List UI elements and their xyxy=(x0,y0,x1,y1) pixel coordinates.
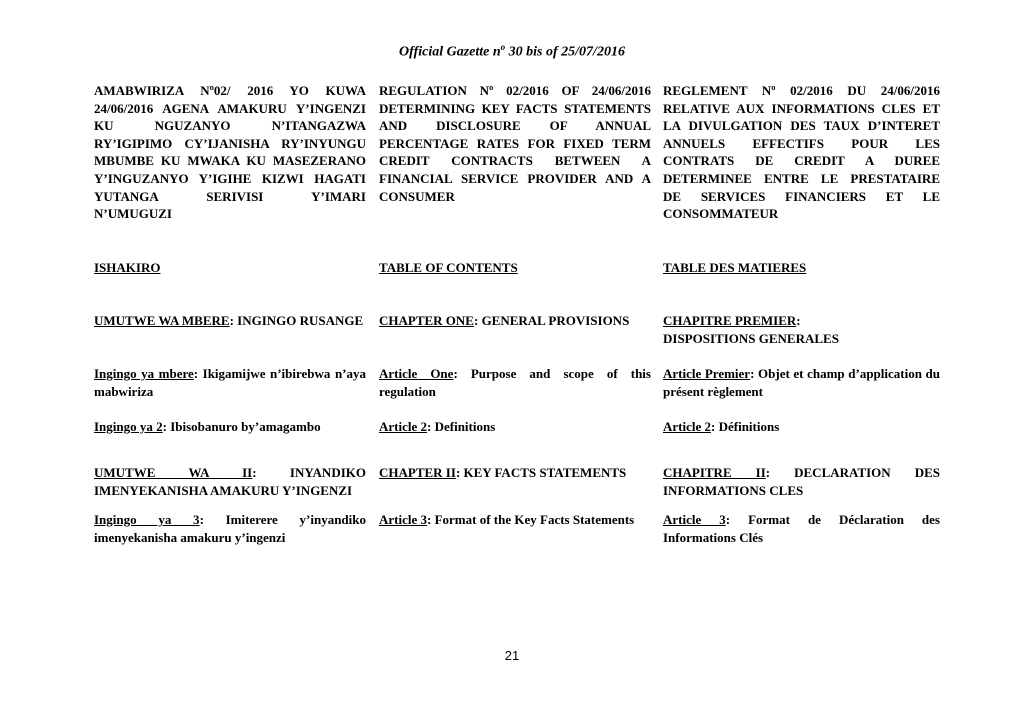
title-line: N’UMUGUZI xyxy=(94,206,172,222)
article-two-label: Article 2 xyxy=(379,419,428,434)
title-french xyxy=(663,82,940,223)
chapter-two-title: : INYANDIKO IMENYEKANISHA AMAKURU Y’INGENZI xyxy=(94,465,366,498)
chapter-one-heading xyxy=(663,312,839,347)
article-two-label: Article 2 xyxy=(663,419,712,434)
article-one-title: : Purpose and scope of this regulation xyxy=(379,366,651,399)
title-line: MBUMBE KU MWAKA KU MASEZERANO xyxy=(94,153,366,169)
article-two-title: : Ibisobanuro by’amagambo xyxy=(162,419,321,434)
toc-heading: TABLE OF CONTENTS xyxy=(379,260,518,275)
chapter-one-title: : GENERAL PROVISIONS xyxy=(473,313,630,328)
article-three-entry xyxy=(379,511,634,529)
article-one-label: Article One xyxy=(379,366,454,381)
chapter-one-heading xyxy=(379,312,629,330)
toc-heading: ISHAKIRO xyxy=(94,260,161,275)
title-line: AND DISCLOSURE OF ANNUAL xyxy=(379,118,651,134)
chapter-one-heading xyxy=(94,312,366,330)
gazette-header-suffix: 30 bis of 25/07/2016 xyxy=(505,44,625,60)
title-line: YUTANGA SERIVISI Y’IMARI xyxy=(94,188,366,204)
article-three-title: : Imiterere y’inyandiko imenyekanisha amakuru y’ingenzi xyxy=(94,512,366,545)
title-line: KU NGUZANYO N’ITANGAZWA xyxy=(94,118,366,134)
chapter-one-colon: : xyxy=(796,313,801,328)
title-line: RY’IGIPIMO CY’IJANISHA RY’INYUNGU xyxy=(94,135,366,151)
title-line: DE SERVICES FINANCIERS ET LE xyxy=(663,188,940,204)
article-three-label: Article 3 xyxy=(663,512,726,527)
title-line: REGLEMENT Nº 02/2016 DU 24/06/2016 xyxy=(663,83,940,98)
article-three-title: : Format de Déclaration des Informations Clés xyxy=(663,512,940,545)
chapter-two-heading xyxy=(94,464,366,499)
chapter-two-label: CHAPTER II xyxy=(379,465,456,480)
toc-heading: TABLE DES MATIERES xyxy=(663,260,807,275)
chapter-two-label: UMUTWE WA II xyxy=(94,465,253,480)
page-number: 21 xyxy=(504,648,520,663)
article-one-label: Ingingo ya mbere xyxy=(94,366,194,381)
title-line: PERCENTAGE RATES FOR FIXED TERM xyxy=(379,135,651,151)
title-line: CONTRATS DE CREDIT A DUREE xyxy=(663,153,940,169)
title-line: DETERMINEE ENTRE LE PRESTATAIRE xyxy=(663,170,940,186)
article-one-label: Article Premier xyxy=(663,366,751,381)
article-two-entry xyxy=(379,418,495,436)
article-three-label: Article 3 xyxy=(379,512,428,527)
article-one-entry xyxy=(94,365,366,400)
title-line: FINANCIAL SERVICE PROVIDER AND A xyxy=(379,170,651,186)
chapter-one-label: UMUTWE WA MBERE xyxy=(94,313,230,328)
title-line: CREDIT CONTRACTS BETWEEN A xyxy=(379,153,651,169)
title-line: CONSOMMATEUR xyxy=(663,206,779,222)
article-two-label: Ingingo ya 2 xyxy=(94,419,163,434)
article-three-title: : Format of the Key Facts Statements xyxy=(427,512,635,527)
title-line: LA DIVULGATION DES TAUX D’INTERET xyxy=(663,118,940,134)
article-one-title: : Objet et champ d’application du présent règlement xyxy=(663,366,941,399)
article-three-entry xyxy=(663,511,940,546)
chapter-two-title: : KEY FACTS STATEMENTS xyxy=(455,465,627,480)
gazette-header-prefix: Official Gazette n xyxy=(399,44,501,60)
gazette-header-sup: o xyxy=(500,42,506,52)
gazette-header xyxy=(0,42,1024,61)
article-one-title: : Ikigamijwe n’ibirebwa n’aya mabwiriza xyxy=(94,366,366,399)
article-two-entry xyxy=(663,418,779,436)
chapter-one-title: : INGINGO RUSANGE xyxy=(229,313,364,328)
article-three-entry xyxy=(94,511,366,546)
chapter-two-heading xyxy=(663,464,940,499)
article-two-entry xyxy=(94,418,321,436)
chapter-one-label: CHAPTER ONE xyxy=(379,313,474,328)
article-one-entry xyxy=(663,365,940,400)
title-line: ANNUELS EFFECTIFS POUR LES xyxy=(663,135,940,151)
article-two-title: : Définitions xyxy=(711,419,780,434)
chapter-one-title: DISPOSITIONS GENERALES xyxy=(663,330,839,346)
article-one-entry xyxy=(379,365,651,400)
title-line: RELATIVE AUX INFORMATIONS CLES ET xyxy=(663,100,940,116)
chapter-two-title: : DECLARATION DES INFORMATIONS CLES xyxy=(663,465,940,498)
title-kinyarwanda xyxy=(94,82,366,223)
chapter-two-label: CHAPITRE II xyxy=(663,465,766,480)
title-line: REGULATION Nº 02/2016 OF 24/06/2016 xyxy=(379,83,651,98)
chapter-one-label: CHAPITRE PREMIER xyxy=(663,313,797,328)
article-two-title: : Definitions xyxy=(427,419,496,434)
chapter-two-heading xyxy=(379,464,626,482)
title-line: CONSUMER xyxy=(379,188,455,204)
article-three-label: Ingingo ya 3 xyxy=(94,512,200,527)
title-english xyxy=(379,82,651,205)
title-line: 24/06/2016 AGENA AMAKURU Y’INGENZI xyxy=(94,100,366,116)
title-line: Y’INGUZANYO Y’IGIHE KIZWI HAGATI xyxy=(94,170,366,186)
title-line: DETERMINING KEY FACTS STATEMENTS xyxy=(379,100,651,116)
title-line: AMABWIRIZA Nº02/ 2016 YO KUWA xyxy=(94,83,366,98)
